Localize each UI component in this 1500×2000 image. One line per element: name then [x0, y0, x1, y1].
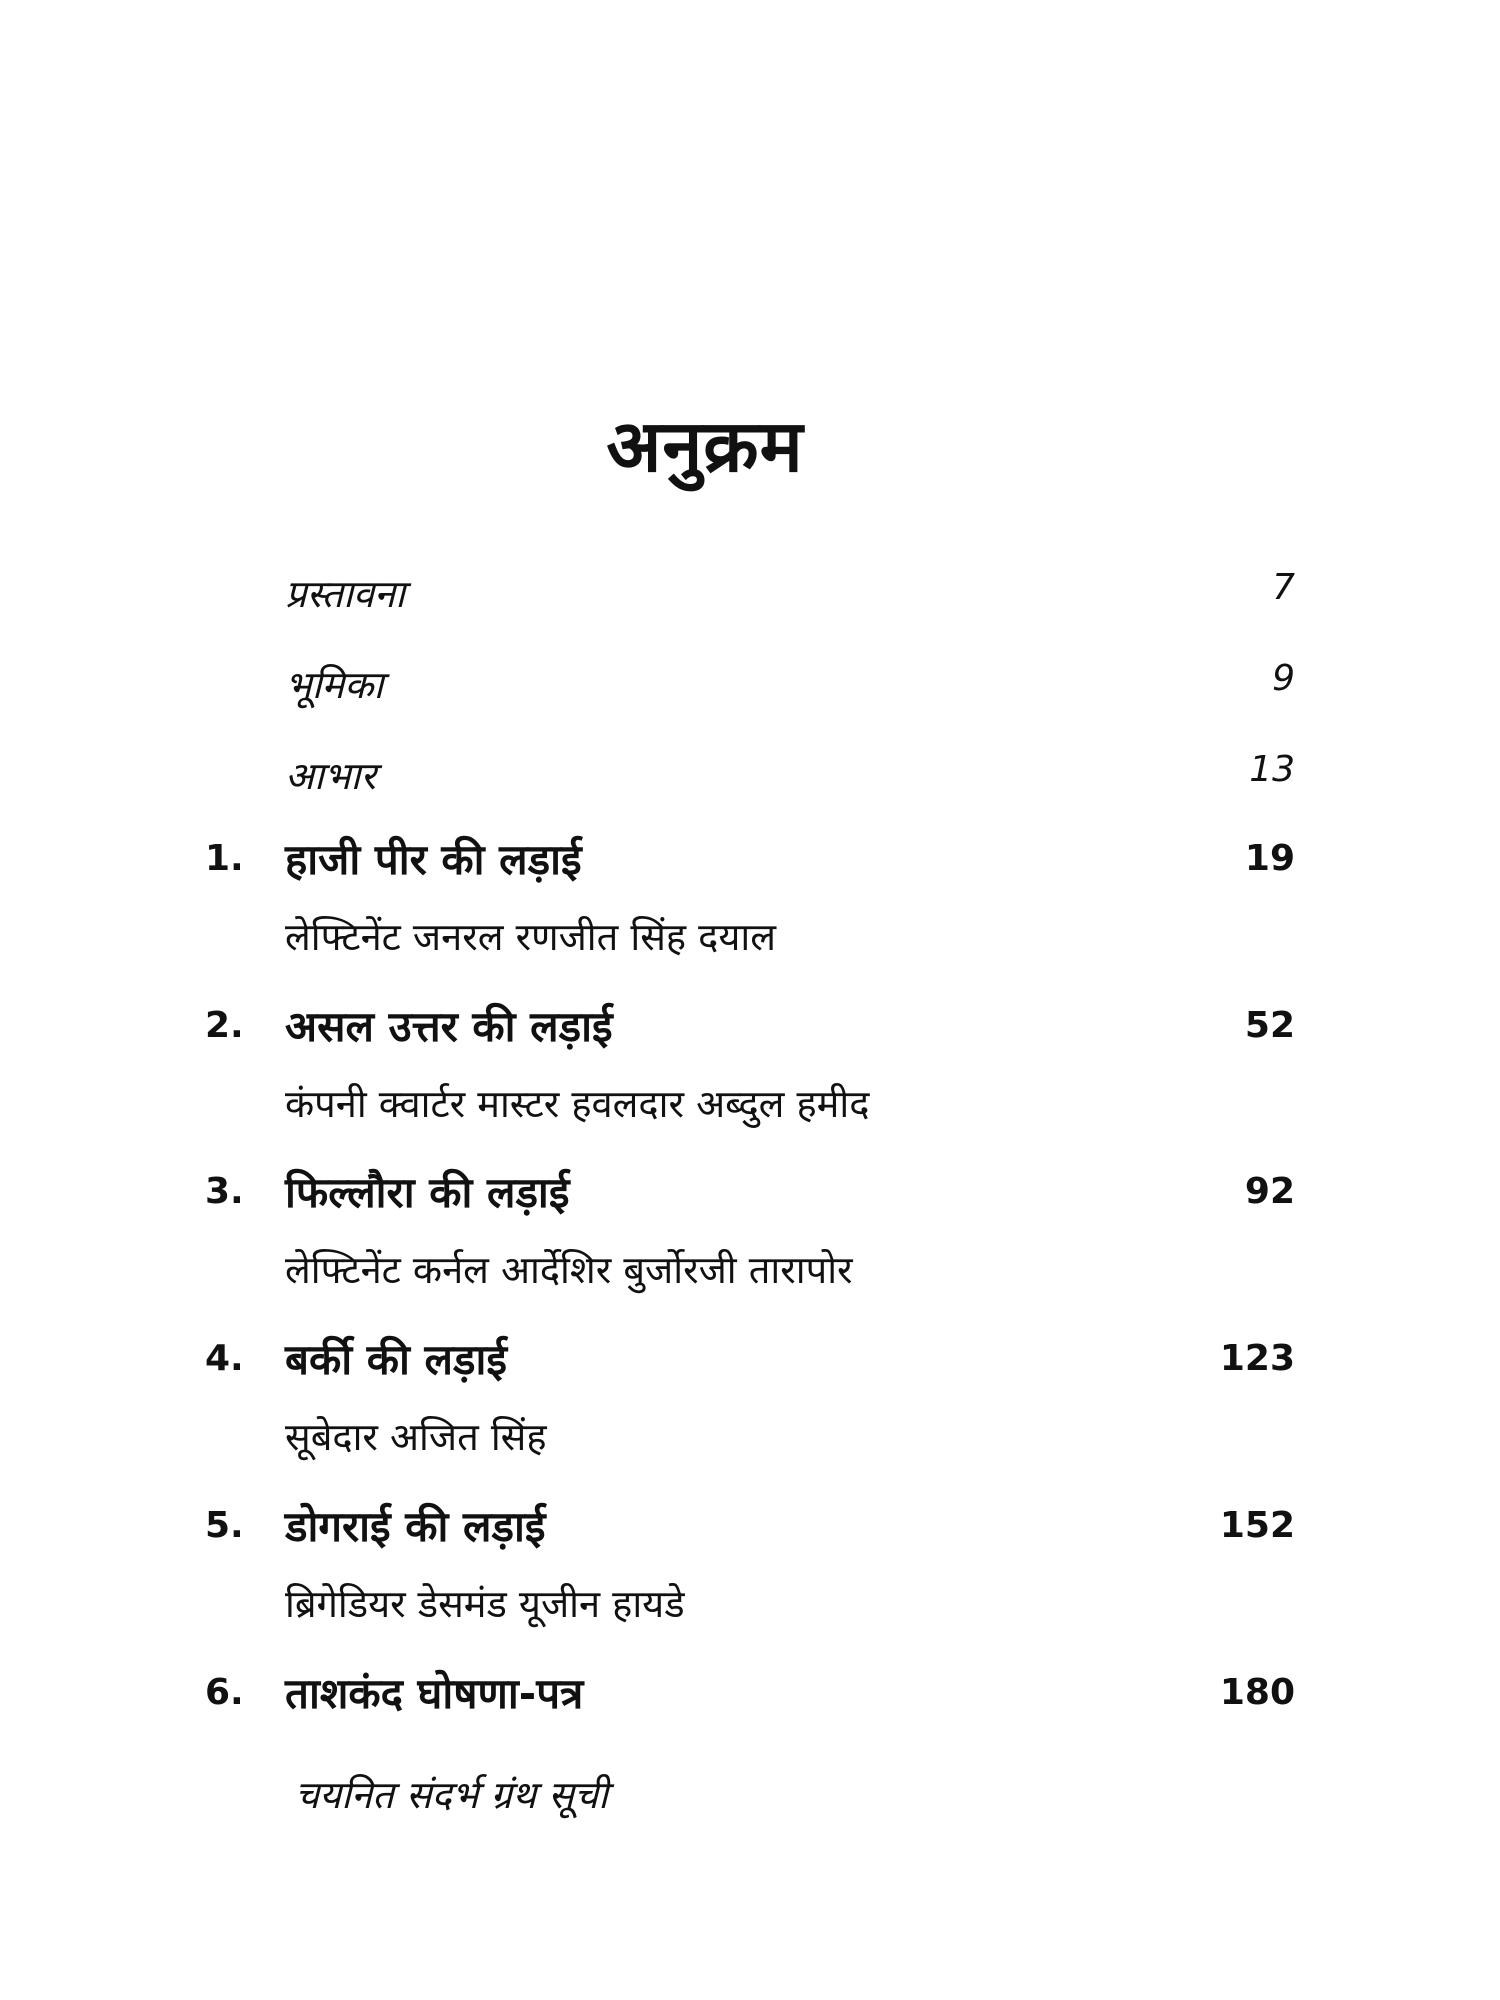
- chapter-page-number: 180: [1219, 1672, 1295, 1713]
- entry-page-number: 13: [1249, 749, 1295, 790]
- chapter-page-number: 19: [1244, 838, 1295, 879]
- page-title: अनुक्रम: [606, 404, 804, 488]
- entry-page-number: 9: [1272, 658, 1295, 699]
- toc-chapter-6: [0, 1664, 1500, 1734]
- toc-entry-introduction: [0, 646, 1500, 716]
- chapter-number: 2.: [205, 1005, 244, 1046]
- toc-entry-bibliography: [0, 1758, 1500, 1828]
- entry-label: चयनित संदर्भ ग्रंथ सूची: [295, 1773, 608, 1817]
- chapter-author: सूबेदार अजित सिंह: [285, 1415, 547, 1459]
- chapter-author: कंपनी क्वार्टर मास्टर हवलदार अब्दुल हमीद: [285, 1082, 870, 1126]
- toc-entry-preface: [0, 555, 1500, 625]
- chapter-author: लेफ्टिनेंट जनरल रणजीत सिंह दयाल: [285, 915, 776, 959]
- chapter-number: 4.: [205, 1338, 244, 1379]
- chapter-title: ताशकंद घोषणा-पत्र: [285, 1669, 584, 1718]
- toc-chapter-3: [0, 1163, 1500, 1233]
- chapter-title: हाजी पीर की लड़ाई: [285, 835, 582, 884]
- chapter-title: फिल्लौरा की लड़ाई: [285, 1168, 570, 1217]
- chapter-title: बर्की की लड़ाई: [285, 1335, 507, 1384]
- entry-label: आभार: [285, 754, 376, 798]
- chapter-title: असल उत्तर की लड़ाई: [285, 1002, 613, 1051]
- toc-chapter-2: [0, 997, 1500, 1067]
- chapter-page-number: 52: [1244, 1005, 1295, 1046]
- toc-chapter-1: [0, 830, 1500, 900]
- entry-label: प्रस्तावना: [285, 572, 405, 616]
- entry-label: भूमिका: [285, 663, 384, 707]
- chapter-author: लेफ्टिनेंट कर्नल आर्देशिर बुर्जोरजी तारापोर: [285, 1248, 853, 1292]
- chapter-number: 1.: [205, 838, 244, 879]
- chapter-number: 3.: [205, 1171, 244, 1212]
- entry-page-number: 7: [1272, 567, 1295, 608]
- toc-chapter-5: [0, 1497, 1500, 1567]
- toc-chapter-4: [0, 1330, 1500, 1400]
- toc-entry-acknowledgements: [0, 737, 1500, 807]
- chapter-page-number: 152: [1219, 1505, 1295, 1546]
- chapter-number: 5.: [205, 1505, 244, 1546]
- chapter-author: ब्रिगेडियर डेसमंड यूजीन हायडे: [285, 1582, 685, 1626]
- chapter-title: डोगराई की लड़ाई: [285, 1502, 546, 1551]
- chapter-page-number: 92: [1244, 1171, 1295, 1212]
- chapter-number: 6.: [205, 1672, 244, 1713]
- chapter-page-number: 123: [1219, 1338, 1295, 1379]
